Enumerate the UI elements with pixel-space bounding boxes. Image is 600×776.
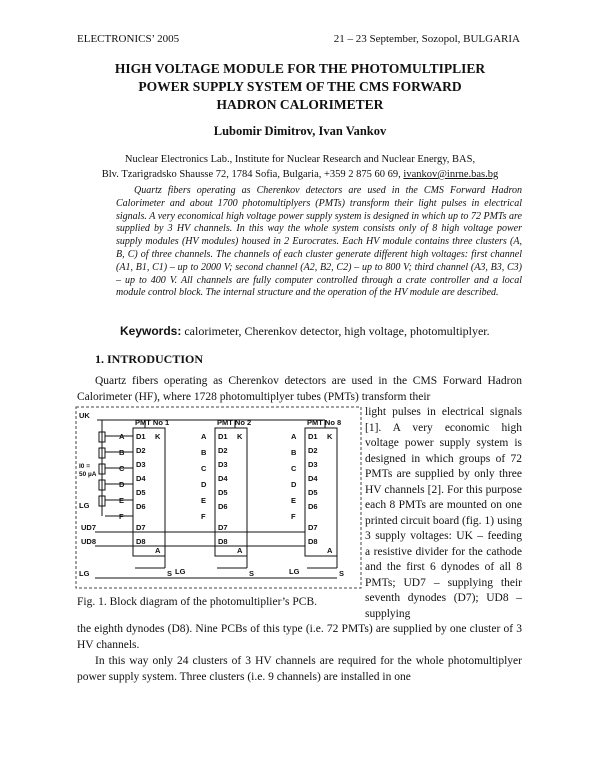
pmt-2-k: K bbox=[237, 432, 243, 441]
keywords-label: Keywords: bbox=[120, 324, 182, 338]
paragraph-1: Quartz fibers operating as Cherenkov detectors are used in the CMS Forward Hadron Calorimeter (HF), where 1728 photomultiplyer tubes (PMTs) transform their bbox=[77, 375, 522, 403]
affiliation bbox=[0, 152, 600, 182]
pmt-8-d3: D3 bbox=[308, 460, 318, 469]
pmt-8-tap-a: A bbox=[291, 432, 297, 441]
abstract: Quartz fibers operating as Cherenkov detectors are used in the CMS Forward Hadron Calorimeter and about 1700 photomultiplyers (PMTs) transform their light pulses in electrical signals. A very economical high voltage power supply system is designed in which up to 72 PMTs are supplied by 3 HV channels. In this way the whole system consists only of 8 high voltage power supply modules (HV modules) housed in 2 Eurocrates. Each HV module contains three clusters (A, B, C) of three channels. The channels of each cluster generate different high voltages: first channel (A1, B1, C1) – up to 2000 V; second channel (A2, B2, C2) – up to 800 V; third channel (A3, B3, C3) – up to 400 V. All channels are fully computer controlled through a crate controller and a local module control block. The internal structure and the operation of the HV module are described. bbox=[116, 185, 522, 299]
pmt-1-d6: D6 bbox=[136, 502, 146, 511]
pmt-1-k: K bbox=[155, 432, 161, 441]
title-line-2: POWER SUPPLY SYSTEM OF THE CMS FORWARD bbox=[138, 79, 462, 94]
tap-b-label: B bbox=[119, 448, 125, 457]
pmt-8-s: S bbox=[339, 569, 345, 578]
pmt-2-tap-d: D bbox=[201, 480, 207, 489]
pmt-2-d4: D4 bbox=[218, 474, 228, 483]
uk-label: UK bbox=[79, 411, 90, 420]
figure-caption: Fig. 1. Block diagram of the photomultiplier’s PCB. bbox=[77, 596, 318, 608]
lg-label-pmt2: LG bbox=[175, 567, 186, 576]
pmt-8-tap-c: C bbox=[291, 464, 297, 473]
keywords-text: calorimeter, Cherenkov detector, high voltage, photomultiplyer. bbox=[181, 324, 490, 338]
pmt-2-d1: D1 bbox=[218, 432, 228, 441]
affiliation-line-1: Nuclear Electronics Lab., Institute for Nuclear Research and Nuclear Energy, BAS, bbox=[124, 154, 476, 165]
pmt-2-d7: D7 bbox=[218, 523, 228, 532]
tap-e-label: E bbox=[119, 496, 125, 505]
paper-title bbox=[0, 60, 600, 114]
title-line-1: HIGH VOLTAGE MODULE FOR THE PHOTOMULTIPLIER bbox=[114, 61, 486, 76]
running-header-left: ELECTRONICS’ 2005 bbox=[77, 33, 180, 45]
pmt-2-label: PMT No 2 bbox=[217, 418, 252, 427]
pmt-8-d4: D4 bbox=[308, 474, 318, 483]
pmt-8-a: A bbox=[327, 546, 333, 555]
authors: Lubomir Dimitrov, Ivan Vankov bbox=[213, 124, 387, 138]
paragraph-3: In this way only 24 clusters of 3 HV channels are required for the whole photomultiplyer power supply system. Three clusters (i.e. 9 channels) are installed in one bbox=[77, 655, 522, 683]
pmt-1-d5: D5 bbox=[136, 488, 146, 497]
pmt-8-tap-f: F bbox=[291, 512, 296, 521]
keywords bbox=[120, 324, 490, 339]
lg-label-left: LG bbox=[79, 501, 90, 510]
pmt-8-d7: D7 bbox=[308, 523, 318, 532]
pmt-8-d8: D8 bbox=[308, 537, 318, 546]
pmt-2-tap-f: F bbox=[201, 512, 206, 521]
pmt-2-a: A bbox=[237, 546, 243, 555]
pmt-8-d5: D5 bbox=[308, 488, 318, 497]
lg-label-pmt8: LG bbox=[289, 567, 300, 576]
paragraph-wrap: light pulses in electrical signals [1]. A very economic high voltage power supply system is designed in which groups of 72 PMTs are supplied by only three HV channels [2]. For this purpose each 8 PMTs are mounted on one printed circuit board (fig. 1) using 3 supply voltages: UK – feeding a resistive divider for the cathode and the first 6 dynodes of all 8 PMTs; UD7 – supplying their seventh dynodes (D7); UD8 – supplying bbox=[365, 406, 522, 620]
pmt-8-d6: D6 bbox=[308, 502, 318, 511]
pmt-2-d8: D8 bbox=[218, 537, 228, 546]
pmt-8-tap-b: B bbox=[291, 448, 297, 457]
tap-c-label: C bbox=[119, 464, 125, 473]
pmt-1-d3: D3 bbox=[136, 460, 146, 469]
pmt-8-d1: D1 bbox=[308, 432, 318, 441]
tap-f-label: F bbox=[119, 512, 124, 521]
ud7-label: UD7 bbox=[81, 523, 97, 532]
running-header-right: 21 – 23 September, Sozopol, BULGARIA bbox=[333, 33, 520, 45]
ud8-label: UD8 bbox=[81, 537, 97, 546]
section-heading: 1. INTRODUCTION bbox=[95, 352, 204, 366]
pmt-1-d8: D8 bbox=[136, 537, 146, 546]
pmt-1-d1: D1 bbox=[136, 432, 146, 441]
pmt-2-d3: D3 bbox=[218, 460, 228, 469]
paragraph-2: the eighth dynodes (D8). Nine PCBs of this type (i.e. 72 PMTs) are supplied by one cluster of 3 HV channels. bbox=[77, 623, 522, 651]
pmt-8-k: K bbox=[327, 432, 333, 441]
pmt-1-d7: D7 bbox=[136, 523, 146, 532]
block-diagram-figure bbox=[75, 406, 362, 589]
pmt-2-tap-e: E bbox=[201, 496, 207, 505]
pmt-2-d5: D5 bbox=[218, 488, 228, 497]
pmt-1-d4: D4 bbox=[136, 474, 146, 483]
pmt-2-tap-b: B bbox=[201, 448, 207, 457]
pmt-2-d6: D6 bbox=[218, 502, 228, 511]
affiliation-address: Blv. Tzarigradsko Shausse 72, 1784 Sofia, Bulgaria, +359 2 875 60 69, bbox=[101, 169, 401, 180]
pmt-2-tap-a: A bbox=[201, 432, 207, 441]
pmt-8-tap-d: D bbox=[291, 480, 297, 489]
pmt-2-s: S bbox=[249, 569, 255, 578]
current-label: I0 = bbox=[79, 463, 91, 470]
pmt-1-label: PMT No 1 bbox=[135, 418, 170, 427]
affiliation-line-2 bbox=[0, 167, 600, 182]
pmt-1-a: A bbox=[155, 546, 161, 555]
pmt-8-d2: D2 bbox=[308, 446, 318, 455]
pmt-1-d2: D2 bbox=[136, 446, 146, 455]
tap-a-label: A bbox=[119, 432, 125, 441]
lg-label-bottom: LG bbox=[79, 569, 90, 578]
email-link[interactable]: ivankov@inrne.bas.bg bbox=[403, 169, 499, 180]
pmt-2-d2: D2 bbox=[218, 446, 228, 455]
title-line-3: HADRON CALORIMETER bbox=[216, 97, 384, 112]
pmt-2-tap-c: C bbox=[201, 464, 207, 473]
pmt-8-label: PMT No 8 bbox=[307, 418, 342, 427]
current-value: 50 µA bbox=[79, 471, 97, 478]
pmt-8-tap-e: E bbox=[291, 496, 297, 505]
tap-d-label: D bbox=[119, 480, 125, 489]
pmt-1-s: S bbox=[167, 569, 173, 578]
